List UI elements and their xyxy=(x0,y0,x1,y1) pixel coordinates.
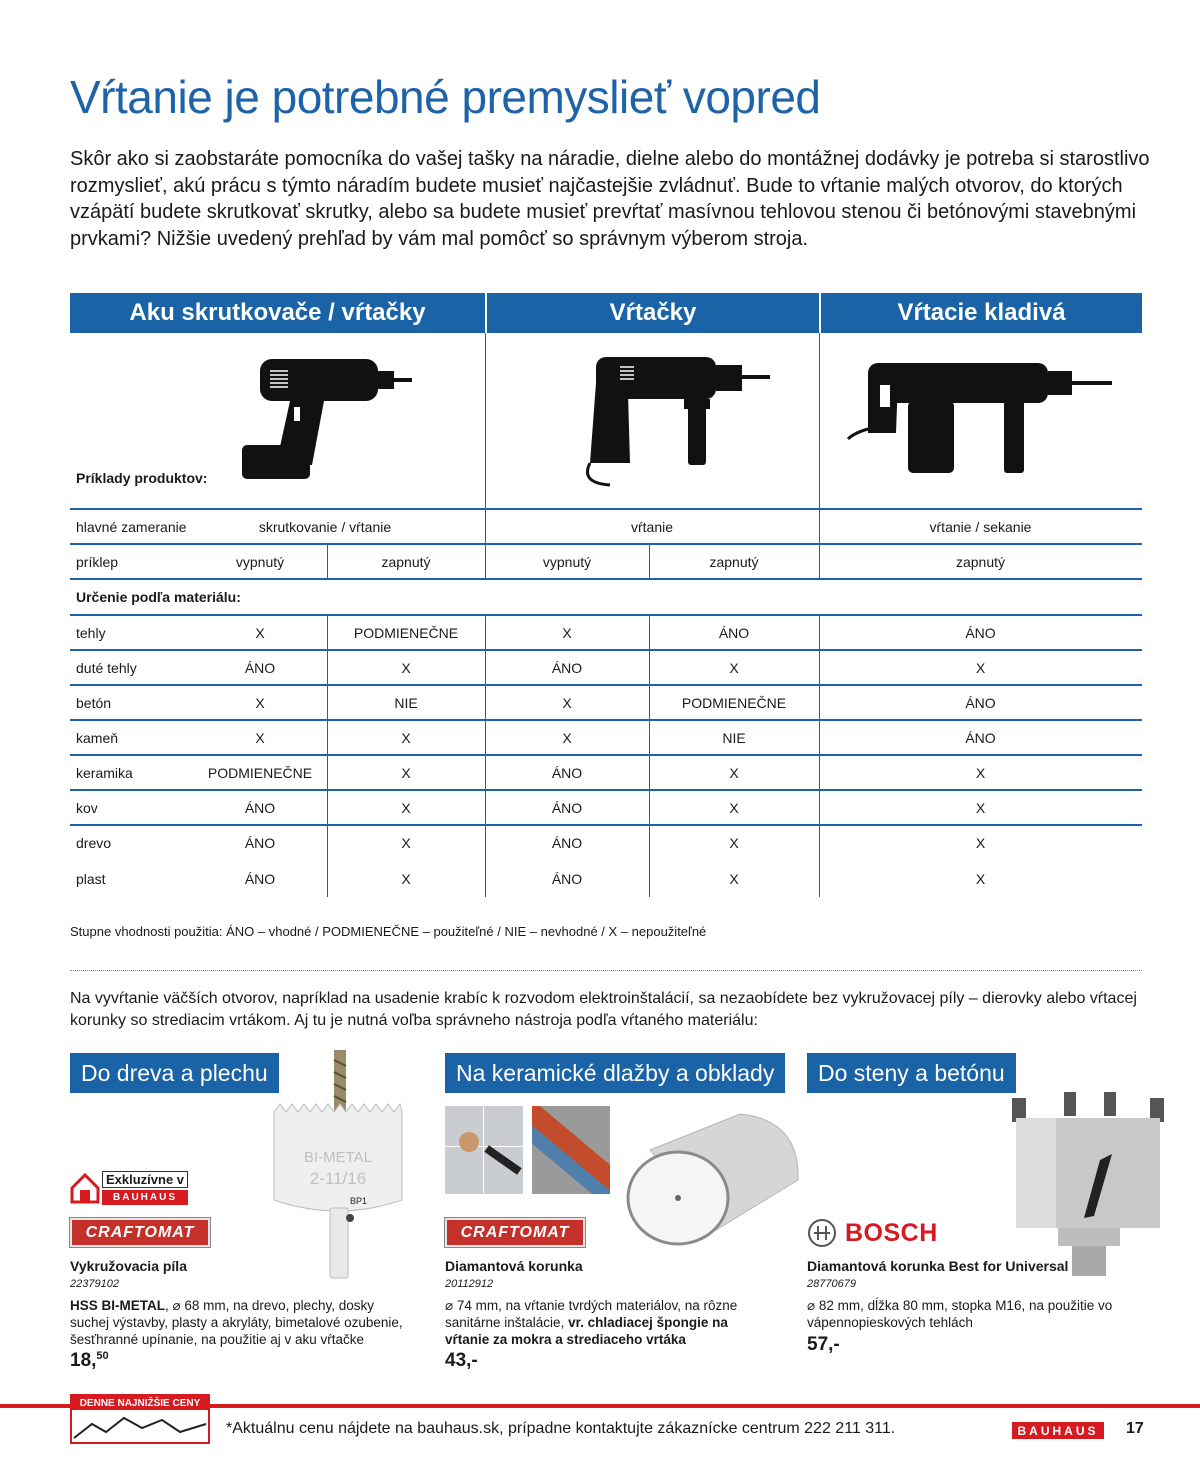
tile-photo-1 xyxy=(445,1106,523,1194)
lowest-price-badge xyxy=(70,1394,210,1444)
diamond-core-image xyxy=(620,1110,805,1250)
dotted-divider xyxy=(70,970,1142,971)
column-header-drills: Vŕtačky xyxy=(487,293,819,333)
product-code: 22379102 xyxy=(70,1278,119,1290)
table-cell: X xyxy=(255,694,265,711)
bauhaus-logo: BAUHAUS xyxy=(1012,1422,1104,1439)
table-cell: X xyxy=(975,659,986,676)
table-cell: X xyxy=(255,729,265,746)
hole-saw-paragraph: Na vyvŕtanie väčších otvorov, napríklad na usadenie krabíc k rozvodom elektroinštalácií, sa nezaobídete bez vykružovacej píly – dierovky alebo vŕtacej korunky so strediacim vrtákom. Aj tu je nutná voľba správneho nástroja podľa vŕtaného materiálu: xyxy=(70,990,1137,1029)
table-cell: X xyxy=(401,799,411,816)
row-label-material: kameň xyxy=(76,729,119,746)
table-cell: ÁNO xyxy=(244,659,276,676)
table-cell: X xyxy=(729,659,739,676)
examples-label: Príklady produktov: xyxy=(76,470,208,486)
table-cell: ÁNO xyxy=(965,729,996,746)
row-label-material: keramika xyxy=(76,764,133,781)
product-name: Diamantová korunka Best for Universal xyxy=(807,1258,1069,1274)
table-cell: ÁNO xyxy=(551,834,583,851)
table-cell: X xyxy=(729,834,739,851)
hole-saw-image xyxy=(268,1050,408,1280)
row-label-material: drevo xyxy=(76,834,112,851)
cell-main-focus: vŕtanie xyxy=(630,518,674,535)
row-label-material: duté tehly xyxy=(76,659,137,676)
hammer-drill-icon xyxy=(846,359,1116,479)
cell-impact: vypnutý xyxy=(542,553,592,570)
description-bold: vr. chladiacej špongie na vŕtanie za mokra a strediaceho vrtáka xyxy=(445,1315,728,1347)
bosch-logo xyxy=(807,1218,938,1248)
cell-impact: vypnutý xyxy=(235,553,285,570)
table-cell: X xyxy=(401,659,411,676)
column-header-hammer-drills: Vŕtacie kladivá xyxy=(821,293,1142,333)
table-cell: ÁNO xyxy=(718,624,750,641)
craftomat-logo: CRAFTOMAT xyxy=(70,1218,210,1247)
footer-note: *Aktuálnu cenu nájdete na bauhaus.sk, prípadne kontaktujte zákaznícke centrum 222 211 311. xyxy=(226,1420,896,1437)
bosch-armature-icon xyxy=(807,1218,837,1248)
row-label-material: plast xyxy=(76,870,106,887)
product-code: 20112912 xyxy=(445,1278,494,1290)
svg-text:BI-METAL: BI-METAL xyxy=(303,1149,373,1166)
column-header-cordless: Aku skrutkovače / vŕtačky xyxy=(70,293,485,333)
cell-impact: zapnutý xyxy=(381,553,431,570)
svg-text:2-11/16: 2-11/16 xyxy=(309,1169,367,1188)
table-cell: ÁNO xyxy=(244,870,276,887)
page-title: Vŕtanie je potrebné premyslieť vopred xyxy=(70,71,821,123)
table-cell: X xyxy=(729,764,739,781)
table-cell: ÁNO xyxy=(244,834,276,851)
legend: Stupne vhodnosti použitia: ÁNO – vhodné / PODMIENEČNE – použiteľné / NIE – nevhodné / X – nepoužiteľné xyxy=(70,924,707,939)
exclusive-badge xyxy=(70,1170,190,1210)
row-label-material: betón xyxy=(76,694,112,711)
cell-main-focus: skrutkovanie / vŕtanie xyxy=(258,518,392,535)
product-description: ⌀ 82 mm, dĺžka 80 mm, stopka M16, na použitie vo vápennopieskových tehlách xyxy=(807,1298,1113,1330)
table-cell: X xyxy=(975,764,986,781)
table-cell: X xyxy=(729,799,739,816)
badge-label: DENNE NAJNIŽŠIE CENY xyxy=(72,1396,208,1410)
table-cell: ÁNO xyxy=(551,870,583,887)
table-cell: ÁNO xyxy=(551,764,583,781)
product-description xyxy=(445,1297,745,1348)
material-label: Určenie podľa materiálu: xyxy=(76,588,241,605)
price-main: 18, xyxy=(70,1350,97,1371)
product-price xyxy=(70,1350,109,1372)
description-text: , ⌀ 68 mm, na drevo, plechy, dosky suchej výstavby, plasty a akryláty, bimetalové ozubenie, šesťhranné upínanie, na použitie aj v aku vŕtačke xyxy=(70,1298,403,1347)
table-cell: X xyxy=(729,870,739,887)
row-label-material: tehly xyxy=(76,624,106,641)
cell-impact: zapnutý xyxy=(955,553,1006,570)
description-bold: HSS BI-METAL xyxy=(70,1298,165,1313)
category-header-wood: Do dreva a plechu xyxy=(70,1053,279,1093)
table-cell: PODMIENEČNE xyxy=(353,624,459,641)
category-header-concrete: Do steny a betónu xyxy=(807,1053,1016,1093)
drill-icon xyxy=(570,353,780,493)
table-cell: ÁNO xyxy=(244,799,276,816)
table-cell: ÁNO xyxy=(965,694,996,711)
exclusive-logo: BAUHAUS xyxy=(102,1190,188,1205)
svg-text:BP1: BP1 xyxy=(350,1196,368,1206)
table-cell: ÁNO xyxy=(965,624,996,641)
table-cell: X xyxy=(562,624,572,641)
product-code: 28770679 xyxy=(807,1278,856,1290)
table-cell: ÁNO xyxy=(551,799,583,816)
table-cell: X xyxy=(401,870,411,887)
table-cell: PODMIENEČNE xyxy=(681,694,787,711)
table-cell: X xyxy=(975,834,986,851)
page-number: 17 xyxy=(1126,1420,1144,1437)
cordless-drill-icon xyxy=(238,353,418,483)
row-label-material: kov xyxy=(76,799,98,816)
table-cell: X xyxy=(255,624,265,641)
row-label-main-focus: hlavné zameranie xyxy=(76,518,187,535)
exclusive-text: Exkluzívne v xyxy=(102,1171,188,1188)
cell-main-focus: vŕtanie / sekanie xyxy=(929,518,1032,535)
table-cell: NIE xyxy=(722,729,746,746)
table-cell: X xyxy=(401,834,411,851)
table-cell: X xyxy=(562,694,572,711)
bosch-wordmark: BOSCH xyxy=(845,1218,938,1247)
row-label-impact: príklep xyxy=(76,553,119,570)
table-cell: PODMIENEČNE xyxy=(207,764,313,781)
table-cell: X xyxy=(401,729,411,746)
craftomat-logo: CRAFTOMAT xyxy=(445,1218,585,1247)
category-header-ceramic: Na keramické dlažby a obklady xyxy=(445,1053,785,1093)
product-name: Vykružovacia píla xyxy=(70,1258,187,1274)
price-graph-icon xyxy=(72,1410,208,1442)
description-text: ⌀ 74 mm, na vŕtanie tvrdých materiálov, na rôzne sanitárne inštalácie, xyxy=(445,1298,738,1330)
product-name: Diamantová korunka xyxy=(445,1258,583,1274)
product-price: 57,- xyxy=(807,1334,840,1355)
price-cents: 50 xyxy=(96,1350,109,1362)
tile-photo-2 xyxy=(532,1106,610,1194)
intro-paragraph: Skôr ako si zaobstaráte pomocníka do vašej tašky na náradie, dielne alebo do montážnej dodávky je potreba si starostlivo rozmyslieť, akú prácu s týmto náradím budete musieť najčastejšie zvládnuť. Bude to vŕtanie malých otvorov, do ktorých vzápätí budete skrutkovať skrutky, alebo sa budete musieť prevŕtať masívnou tehlovou stenou či betónovými stavebnými prvkami? Nižšie uvedený prehľad by vám mal pomôcť so správnym výberom stroja. xyxy=(70,148,1150,250)
cell-impact: zapnutý xyxy=(709,553,759,570)
table-cell: X xyxy=(975,799,986,816)
house-icon xyxy=(70,1172,100,1204)
table-cell: X xyxy=(975,870,986,887)
table-cell: X xyxy=(401,764,411,781)
table-cell: NIE xyxy=(394,694,418,711)
product-description xyxy=(70,1297,410,1348)
product-price: 43,- xyxy=(445,1350,478,1371)
table-cell: ÁNO xyxy=(551,659,583,676)
table-cell: X xyxy=(562,729,572,746)
